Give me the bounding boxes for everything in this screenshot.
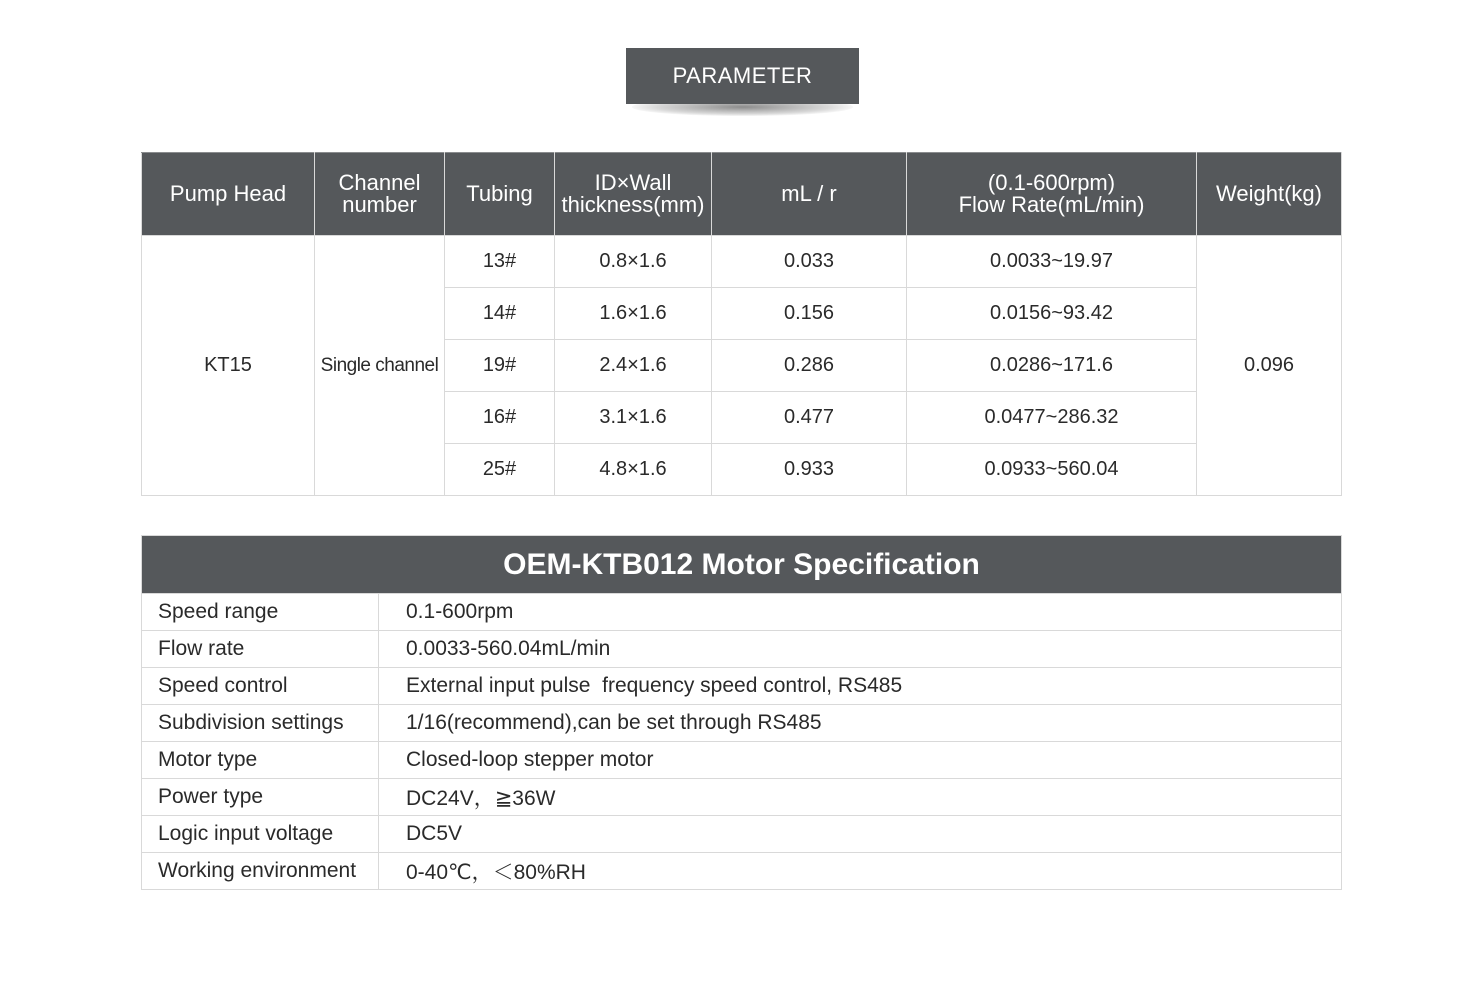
table-row <box>142 236 1342 288</box>
spec-row-subdivision-settings <box>142 704 1341 741</box>
spec-value: DC5V <box>406 822 463 845</box>
flow-rate-cell: 0.0033~19.97 <box>907 236 1197 288</box>
spec-row-speed-range <box>142 593 1341 630</box>
header-ml-r-text: mL / r <box>781 181 837 206</box>
header-id-line2: thickness(mm) <box>561 192 705 217</box>
ml-r-cell: 0.933 <box>712 444 907 496</box>
header-channel-line2: number <box>342 192 417 217</box>
spec-value: 0-40℃，＜80%RH <box>406 861 586 884</box>
header-id-line1: ID×Wall <box>594 170 672 195</box>
header-weight <box>1197 153 1342 236</box>
id-wall-cell: 1.6×1.6 <box>555 288 712 340</box>
flow-rate-cell: 0.0156~93.42 <box>907 288 1197 340</box>
spec-row-power-type <box>142 778 1341 815</box>
id-wall-cell: 0.8×1.6 <box>555 236 712 288</box>
id-wall-cell: 4.8×1.6 <box>555 444 712 496</box>
parameter-heading <box>626 48 859 128</box>
ml-r-cell: 0.033 <box>712 236 907 288</box>
spec-label: Speed control <box>142 668 379 704</box>
spec-value: 0.1-600rpm <box>406 600 514 623</box>
tubing-cell: 14# <box>445 288 555 340</box>
spec-row-flow-rate <box>142 630 1341 667</box>
flow-rate-cell: 0.0933~560.04 <box>907 444 1197 496</box>
tubing-cell: 25# <box>445 444 555 496</box>
header-channel-number <box>315 153 445 236</box>
header-pump-head-text: Pump Head <box>169 181 287 206</box>
header-tubing-text: Tubing <box>466 181 533 206</box>
header-flow-line1: (0.1-600rpm) <box>987 170 1116 195</box>
channel-cell: Single channel <box>315 236 445 496</box>
spec-label: Logic input voltage <box>142 816 379 852</box>
table-header-row <box>142 153 1342 236</box>
spec-label: Subdivision settings <box>142 705 379 741</box>
spec-label: Flow rate <box>142 631 379 667</box>
ml-r-cell: 0.477 <box>712 392 907 444</box>
header-id-wall <box>555 153 712 236</box>
spec-value: DC24V，≧36W <box>406 787 556 810</box>
header-channel-line1: Channel <box>338 170 421 195</box>
spec-row-logic-input-voltage <box>142 815 1341 852</box>
tubing-cell: 19# <box>445 340 555 392</box>
header-flow-line2: Flow Rate(mL/min) <box>958 192 1145 217</box>
spec-value: 0.0033-560.04mL/min <box>406 637 611 660</box>
spec-row-speed-control <box>142 667 1341 704</box>
spec-label: Working environment <box>142 853 379 889</box>
header-tubing <box>445 153 555 236</box>
spec-label: Power type <box>142 779 379 815</box>
motor-spec-title-text: OEM-KTB012 Motor Specification <box>503 547 980 581</box>
spec-label: Speed range <box>142 594 379 630</box>
flow-rate-cell: 0.0477~286.32 <box>907 392 1197 444</box>
header-weight-text: Weight(kg) <box>1216 181 1322 206</box>
flow-rate-cell: 0.0286~171.6 <box>907 340 1197 392</box>
weight-cell: 0.096 <box>1197 236 1342 496</box>
tubing-cell: 13# <box>445 236 555 288</box>
spec-value: Closed-loop stepper motor <box>406 748 654 771</box>
motor-spec-title <box>142 536 1341 593</box>
spec-value: 1/16(recommend),can be set through RS485 <box>406 711 822 734</box>
id-wall-cell: 2.4×1.6 <box>555 340 712 392</box>
ml-r-cell: 0.286 <box>712 340 907 392</box>
spec-row-motor-type <box>142 741 1341 778</box>
header-ml-r <box>712 153 907 236</box>
header-flow-rate <box>907 153 1197 236</box>
parameter-table <box>141 152 1342 496</box>
parameter-tab-label: PARAMETER <box>672 63 813 88</box>
spec-row-working-environment <box>142 852 1341 889</box>
spec-value: External input pulse frequency speed control, RS485 <box>406 674 903 697</box>
pump-head-cell: KT15 <box>142 236 315 496</box>
ml-r-cell: 0.156 <box>712 288 907 340</box>
parameter-tab <box>626 48 859 104</box>
spec-label: Motor type <box>142 742 379 778</box>
motor-spec-table <box>141 535 1342 890</box>
header-pump-head <box>142 153 315 236</box>
id-wall-cell: 3.1×1.6 <box>555 392 712 444</box>
tubing-cell: 16# <box>445 392 555 444</box>
